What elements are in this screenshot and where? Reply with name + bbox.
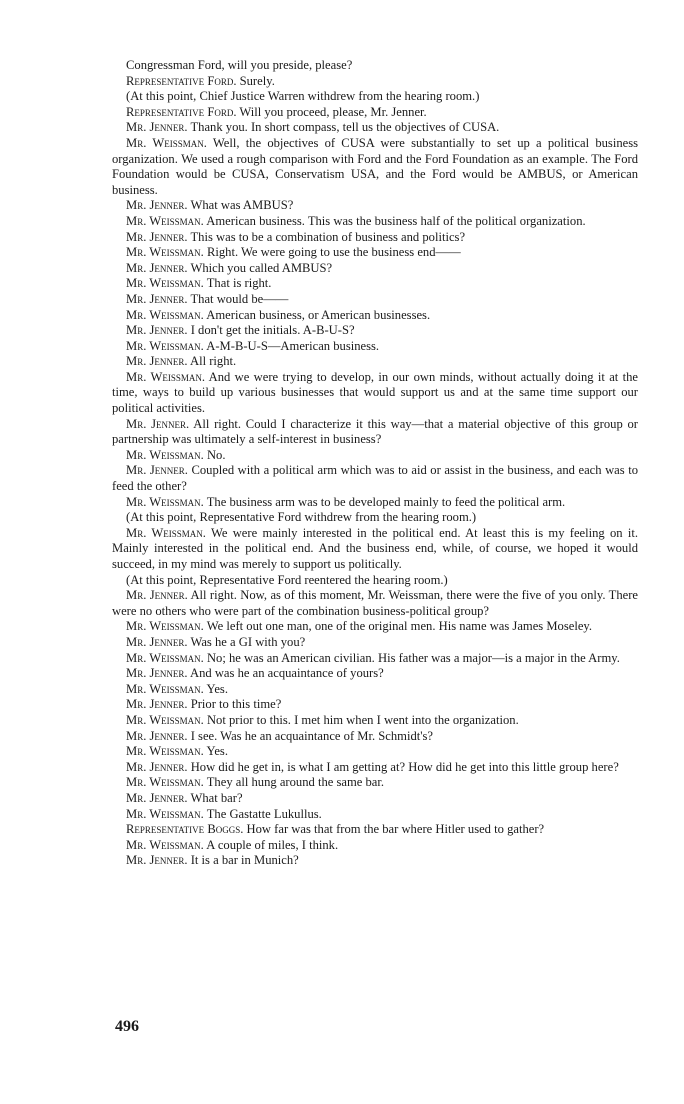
speaker-label: Mr. Weissman. [126,681,204,696]
transcript-paragraph [112,74,638,90]
transcript-paragraph [112,635,638,651]
speaker-label: Mr. Weissman. [126,806,204,821]
speaker-label: Mr. Jenner. [126,588,188,603]
transcript-paragraph [112,214,638,230]
transcript-paragraph [112,791,638,807]
paragraph-text: Was he a GI with you? [187,634,306,649]
transcript-paragraph [112,261,638,277]
paragraph-text: Right. We were going to use the business end—— [203,245,461,260]
transcript-paragraph [112,120,638,136]
speaker-label: Mr. Weissman. [126,712,204,727]
paragraph-text: A-M-B-U-S—American business. [203,338,380,353]
paragraph-text: That would be—— [187,291,289,306]
paragraph-text: I don't get the initials. A-B-U-S? [187,323,355,338]
transcript-paragraph [112,463,638,494]
paragraph-text: American business. This was the business half of the political organization. [203,213,586,228]
transcript-paragraph [112,370,638,417]
speaker-label: Mr. Weissman. [126,338,204,353]
paragraph-text: Thank you. In short compass, tell us the objectives of CUSA. [187,120,500,135]
speaker-label: Mr. Weissman. [126,619,204,634]
speaker-label: Mr. Weissman. [126,650,204,665]
paragraph-text: That is right. [203,276,272,291]
paragraph-text: The business arm was to be developed mainly to feed the political arm. [203,494,566,509]
speaker-label: Mr. Weissman. [126,837,204,852]
speaker-label: Mr. Jenner. [126,634,188,649]
transcript-paragraph [112,448,638,464]
transcript-body [112,58,638,869]
paragraph-text: This was to be a combination of business and politics? [187,229,466,244]
transcript-paragraph [112,838,638,854]
transcript-paragraph [112,822,638,838]
transcript-paragraph [112,308,638,324]
paragraph-text: Prior to this time? [187,697,282,712]
transcript-paragraph [112,588,638,619]
speaker-label: Mr. Weissman. [126,135,207,150]
transcript-paragraph [112,775,638,791]
paragraph-text: And was he an acquaintance of yours? [187,666,384,681]
transcript-paragraph [112,276,638,292]
transcript-paragraph [112,417,638,448]
paragraph-text: (At this point, Representative Ford reentered the hearing room.) [126,572,448,587]
paragraph-text: Coupled with a political arm which was to aid or assist in the business, and each was to feed the other? [112,463,638,494]
paragraph-text: It is a bar in Munich? [187,853,299,868]
transcript-paragraph [112,697,638,713]
speaker-label: Mr. Jenner. [126,120,188,135]
transcript-paragraph [112,666,638,682]
paragraph-text: No; he was an American civilian. His father was a major—is a major in the Army. [203,650,620,665]
transcript-paragraph [112,292,638,308]
speaker-label: Mr. Jenner. [126,853,188,868]
speaker-label: Mr. Weissman. [126,213,204,228]
paragraph-text: The Gastatte Lukullus. [203,806,322,821]
transcript-paragraph [112,354,638,370]
transcript-paragraph [112,495,638,511]
speaker-label: Mr. Jenner. [126,463,188,478]
transcript-paragraph [112,853,638,869]
speaker-label: Representative Ford. [126,73,237,88]
speaker-label: Mr. Weissman. [126,369,205,384]
paragraph-text: How far was that from the bar where Hitler used to gather? [243,822,545,837]
transcript-paragraph [112,526,638,573]
transcript-paragraph [112,89,638,105]
paragraph-text: American business, or American businesses. [203,307,431,322]
transcript-paragraph [112,619,638,635]
speaker-label: Mr. Weissman. [126,744,204,759]
paragraph-text: Not prior to this. I met him when I went into the organization. [203,712,519,727]
speaker-label: Mr. Weissman. [126,494,204,509]
speaker-label: Mr. Jenner. [126,790,188,805]
speaker-label: Mr. Weissman. [126,307,204,322]
speaker-label: Mr. Jenner. [126,416,190,431]
transcript-paragraph [112,105,638,121]
paragraph-text: I see. Was he an acquaintance of Mr. Schmidt's? [187,728,434,743]
speaker-label: Mr. Weissman. [126,447,204,462]
speaker-label: Mr. Jenner. [126,229,188,244]
paragraph-text: A couple of miles, I think. [203,837,339,852]
speaker-label: Mr. Jenner. [126,291,188,306]
transcript-paragraph [112,198,638,214]
speaker-label: Mr. Jenner. [126,666,188,681]
transcript-paragraph [112,245,638,261]
page-number: 496 [115,1018,139,1035]
speaker-label: Mr. Jenner. [126,728,188,743]
transcript-paragraph [112,510,638,526]
speaker-label: Mr. Jenner. [126,759,188,774]
paragraph-text: How did he get in, is what I am getting at? How did he get into this little group here? [187,759,619,774]
paragraph-text: All right. Could I characterize it this way—that a material objective of this group or partnership was ultimately a self-interest in business? [112,416,638,447]
transcript-paragraph [112,136,638,198]
paragraph-text: All right. [187,354,237,369]
speaker-label: Mr. Jenner. [126,323,188,338]
paragraph-text: (At this point, Chief Justice Warren withdrew from the hearing room.) [126,89,480,104]
speaker-label: Representative Boggs. [126,822,244,837]
paragraph-text: All right. Now, as of this moment, Mr. Weissman, there were the five of you only. There were no others who were part of the combination business-political group? [112,588,639,618]
transcript-paragraph [112,651,638,667]
paragraph-text: Yes. [203,744,228,759]
paragraph-text: Surely. [236,73,275,88]
paragraph-text: What bar? [187,790,243,805]
paragraph-text: Yes. [203,681,228,696]
speaker-label: Mr. Weissman. [126,525,206,540]
paragraph-text: We were mainly interested in the political end. At least this is my feeling on it. Mainly interested in the political end. And the business end, while, of course, we hoped it would succeed, in my mind was merely to support us politically. [112,525,639,571]
paragraph-text: Will you proceed, please, Mr. Jenner. [236,104,427,119]
speaker-label: Mr. Jenner. [126,260,188,275]
transcript-paragraph [112,573,638,589]
transcript-paragraph [112,339,638,355]
speaker-label: Representative Ford. [126,104,237,119]
paragraph-text: And we were trying to develop, in our own minds, without actually doing it at the time, ways to build up various businesses that would support us and at the same time support our political activities. [112,369,639,416]
paragraph-text: Congressman Ford, will you preside, please? [126,58,353,72]
paragraph-text: What was AMBUS? [187,198,294,213]
transcript-paragraph [112,323,638,339]
speaker-label: Mr. Jenner. [126,697,188,712]
paragraph-text: We left out one man, one of the original men. His name was James Moseley. [203,619,593,634]
transcript-paragraph [112,713,638,729]
transcript-paragraph [112,760,638,776]
paragraph-text: (At this point, Representative Ford withdrew from the hearing room.) [126,510,477,525]
transcript-paragraph [112,58,638,74]
speaker-label: Mr. Jenner. [126,354,188,369]
speaker-label: Mr. Weissman. [126,775,204,790]
transcript-paragraph [112,682,638,698]
speaker-label: Mr. Jenner. [126,198,188,213]
paragraph-text: Which you called AMBUS? [187,260,333,275]
transcript-paragraph [112,744,638,760]
transcript-paragraph [112,729,638,745]
speaker-label: Mr. Weissman. [126,276,204,291]
paragraph-text: They all hung around the same bar. [203,775,385,790]
paragraph-text: Well, the objectives of CUSA were substantially to set up a political business organization. We used a rough comparison with Ford and the Ford Foundation as an example. The Ford Foundation would be CUSA, Conservatism USA, and the Ford would be AMBUS, or American business. [112,135,639,197]
transcript-paragraph [112,230,638,246]
speaker-label: Mr. Weissman. [126,245,204,260]
paragraph-text: No. [203,447,226,462]
transcript-paragraph [112,807,638,823]
